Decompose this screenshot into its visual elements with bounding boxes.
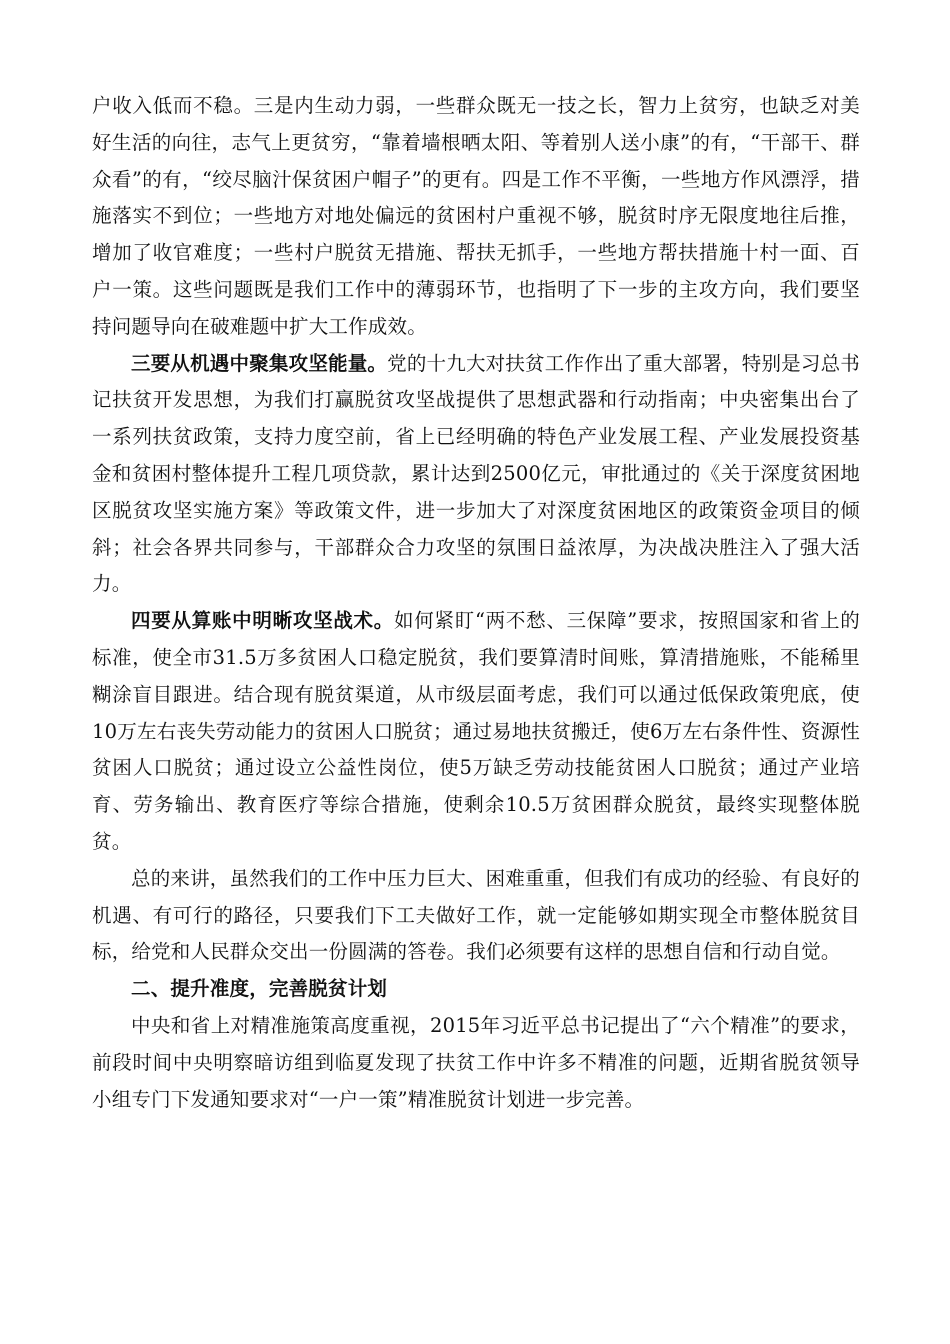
- paragraph-tactics: [92, 603, 860, 861]
- paragraph-opportunity: [92, 346, 860, 604]
- document-page: [92, 88, 860, 1118]
- paragraph-tactics-body: 如何紧盯“两不愁、三保障”要求，按照国家和省上的标准，使全市31.5万多贫困人口稳定脱贫，我们要算清时间账，算清措施账，不能稀里糊涂盲目跟进。结合现有脱贫渠道，从市级层面考虑，我们可以通过低保政策兜底，使10万左右丧失劳动能力的贫困人口脱贫；通过易地扶贫搬迁，使6万左右条件性、资源性贫困人口脱贫；通过设立公益性岗位，使5万缺乏劳动技能贫困人口脱贫；通过产业培育、劳务输出、教育医疗等综合措施，使剩余10.5万贫困群众脱贫，最终实现整体脱贫。: [92, 609, 860, 853]
- paragraph-opportunity-title: 三要从机遇中聚集攻坚能量。: [131, 351, 388, 375]
- paragraph-tactics-title: 四要从算账中明晰攻坚战术。: [131, 609, 395, 633]
- paragraph-precision: 中央和省上对精准施策高度重视，2015年习近平总书记提出了“六个精准”的要求，前段时间中央明察暗访组到临夏发现了扶贫工作中许多不精准的问题，近期省脱贫领导小组专门下发通知要求对“一户一策”精准脱贫计划进一步完善。: [92, 1013, 860, 1111]
- paragraph-opportunity-body: 党的十九大对扶贫工作作出了重大部署，特别是习总书记扶贫开发思想，为我们打赢脱贫攻坚战提供了思想武器和行动指南；中央密集出台了一系列扶贫政策，支持力度空前，省上已经明确的特色产业发展工程、产业发展投资基金和贫困村整体提升工程几项贷款，累计达到2500亿元，审批通过的《关于深度贫困地区脱贫攻坚实施方案》等政策文件，进一步加大了对深度贫困地区的政策资金项目的倾斜；社会各界共同参与，干部群众合力攻坚的氛围日益浓厚，为决战决胜注入了强大活力。: [92, 351, 860, 596]
- paragraph-summary: 总的来讲，虽然我们的工作中压力巨大、困难重重，但我们有成功的经验、有良好的机遇、有可行的路径，只要我们下工夫做好工作，就一定能够如期实现全市整体脱贫目标，给党和人民群众交出一份圆满的答卷。我们必须要有这样的思想自信和行动自觉。: [92, 866, 860, 964]
- paragraph-problems-continued: 户收入低而不稳。三是内生动力弱，一些群众既无一技之长，智力上贫穷，也缺乏对美好生活的向往，志气上更贫穷，“靠着墙根晒太阳、等着别人送小康”的有，“干部干、群众看”的有，“绞尽脑汁保贫困户帽子”的更有。四是工作不平衡，一些地方作风漂浮，措施落实不到位；一些地方对地处偏远的贫困村户重视不够，脱贫时序无限度地往后推，增加了收官难度；一些村户脱贫无措施、帮扶无抓手，一些地方帮扶措施十村一面、百户一策。这些问题既是我们工作中的薄弱环节，也指明了下一步的主攻方向，我们要坚持问题导向在破难题中扩大工作成效。: [92, 94, 860, 338]
- section-heading-2: 二、提升准度，完善脱贫计划: [131, 977, 388, 1001]
